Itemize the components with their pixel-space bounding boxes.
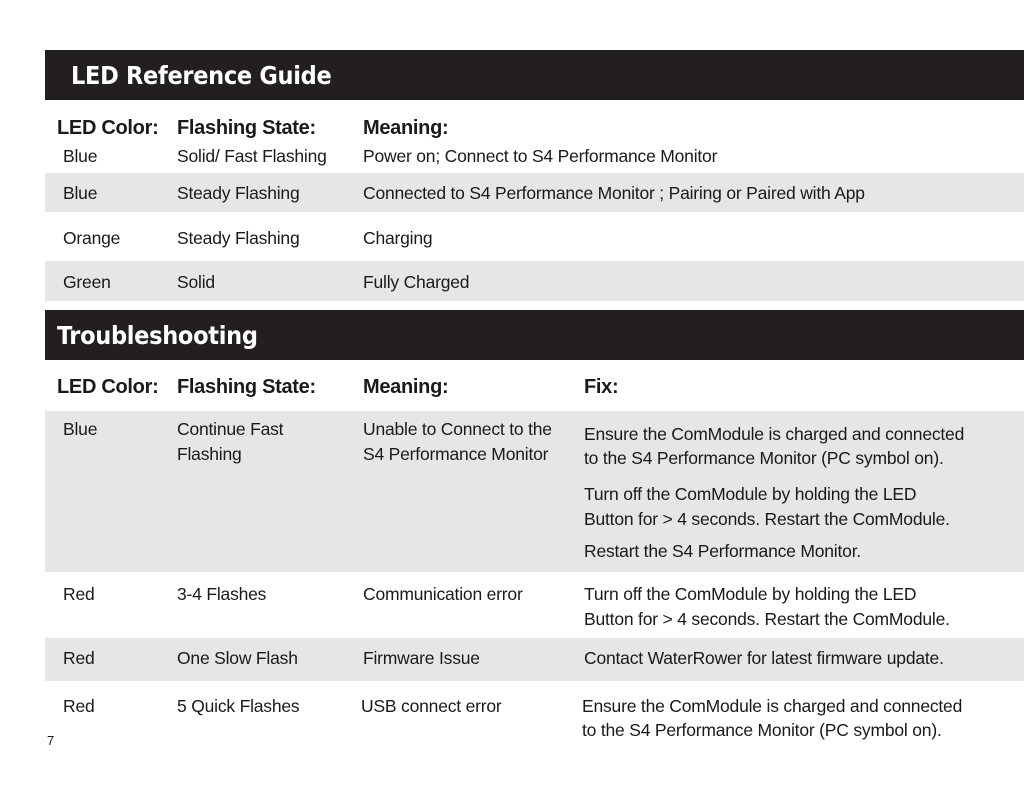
ts-row-4-color: Red [63, 696, 95, 716]
ts-row-4-fix-line-1: Ensure the ComModule is charged and connected [582, 696, 963, 716]
led-row-2-color: Blue [63, 183, 98, 203]
ts-header-state: Flashing State: [177, 376, 316, 398]
led-guide-header-color: LED Color: [57, 117, 159, 139]
ts-row-3-color: Red [63, 648, 95, 668]
ts-row-2-fix-line-2: Button for > 4 seconds. Restart the ComModule. [584, 609, 950, 629]
led-guide-header-state: Flashing State: [177, 117, 316, 139]
troubleshooting-title: Troubleshooting [57, 320, 258, 350]
ts-row-4-fix-line-2: to the S4 Performance Monitor (PC symbol on). [582, 720, 942, 740]
ts-row-1-fix-3-line-1: Restart the S4 Performance Monitor. [584, 541, 862, 561]
ts-header-color: LED Color: [57, 376, 159, 398]
led-guide-header-meaning: Meaning: [363, 117, 449, 139]
ts-row-2-meaning: Communication error [363, 584, 523, 604]
led-row-3-meaning: Charging [363, 228, 433, 248]
led-row-4-state: Solid [177, 272, 215, 292]
led-row-1-meaning: Power on; Connect to S4 Performance Monitor [363, 146, 718, 166]
led-row-1-state: Solid/ Fast Flashing [177, 146, 327, 166]
ts-row-1-fix-1-line-1: Ensure the ComModule is charged and connected [584, 424, 965, 444]
ts-row-3-state: One Slow Flash [177, 648, 298, 668]
ts-row-1-state-line-2: Flashing [177, 444, 242, 464]
led-row-1-color: Blue [63, 146, 98, 166]
troubleshooting-title-bar [45, 310, 1024, 360]
led-guide-title: LED Reference Guide [71, 60, 332, 90]
led-row-4-color: Green [63, 272, 111, 292]
ts-row-1-fix-2-line-2: Button for > 4 seconds. Restart the ComModule. [584, 509, 950, 529]
ts-row-4-meaning: USB connect error [361, 696, 502, 716]
ts-row-1-meaning-line-2: S4 Performance Monitor [363, 444, 549, 464]
led-row-3-state: Steady Flashing [177, 228, 300, 248]
ts-row-2-color: Red [63, 584, 95, 604]
ts-row-4-state: 5 Quick Flashes [177, 696, 300, 716]
ts-row-1-fix-1-line-2: to the S4 Performance Monitor (PC symbol on). [584, 448, 944, 468]
led-guide-title-bar [45, 50, 1024, 100]
ts-row-1-state-line-1: Continue Fast [177, 419, 284, 439]
ts-header-fix: Fix: [584, 376, 619, 398]
ts-row-1-fix-2-line-1: Turn off the ComModule by holding the LED [584, 484, 917, 504]
ts-row-2-fix-line-1: Turn off the ComModule by holding the LED [584, 584, 917, 604]
ts-header-meaning: Meaning: [363, 376, 449, 398]
led-row-3-color: Orange [63, 228, 121, 248]
ts-row-2-state: 3-4 Flashes [177, 584, 267, 604]
ts-row-1-meaning-line-1: Unable to Connect to the [363, 419, 552, 439]
led-row-2-meaning: Connected to S4 Performance Monitor ; Pairing or Paired with App [363, 183, 865, 203]
ts-row-3-fix: Contact WaterRower for latest firmware update. [584, 648, 944, 668]
page-number: 7 [47, 733, 55, 748]
ts-row-1-color: Blue [63, 419, 98, 439]
led-row-2-state: Steady Flashing [177, 183, 300, 203]
led-row-4-meaning: Fully Charged [363, 272, 470, 292]
ts-row-3-meaning: Firmware Issue [363, 648, 480, 668]
